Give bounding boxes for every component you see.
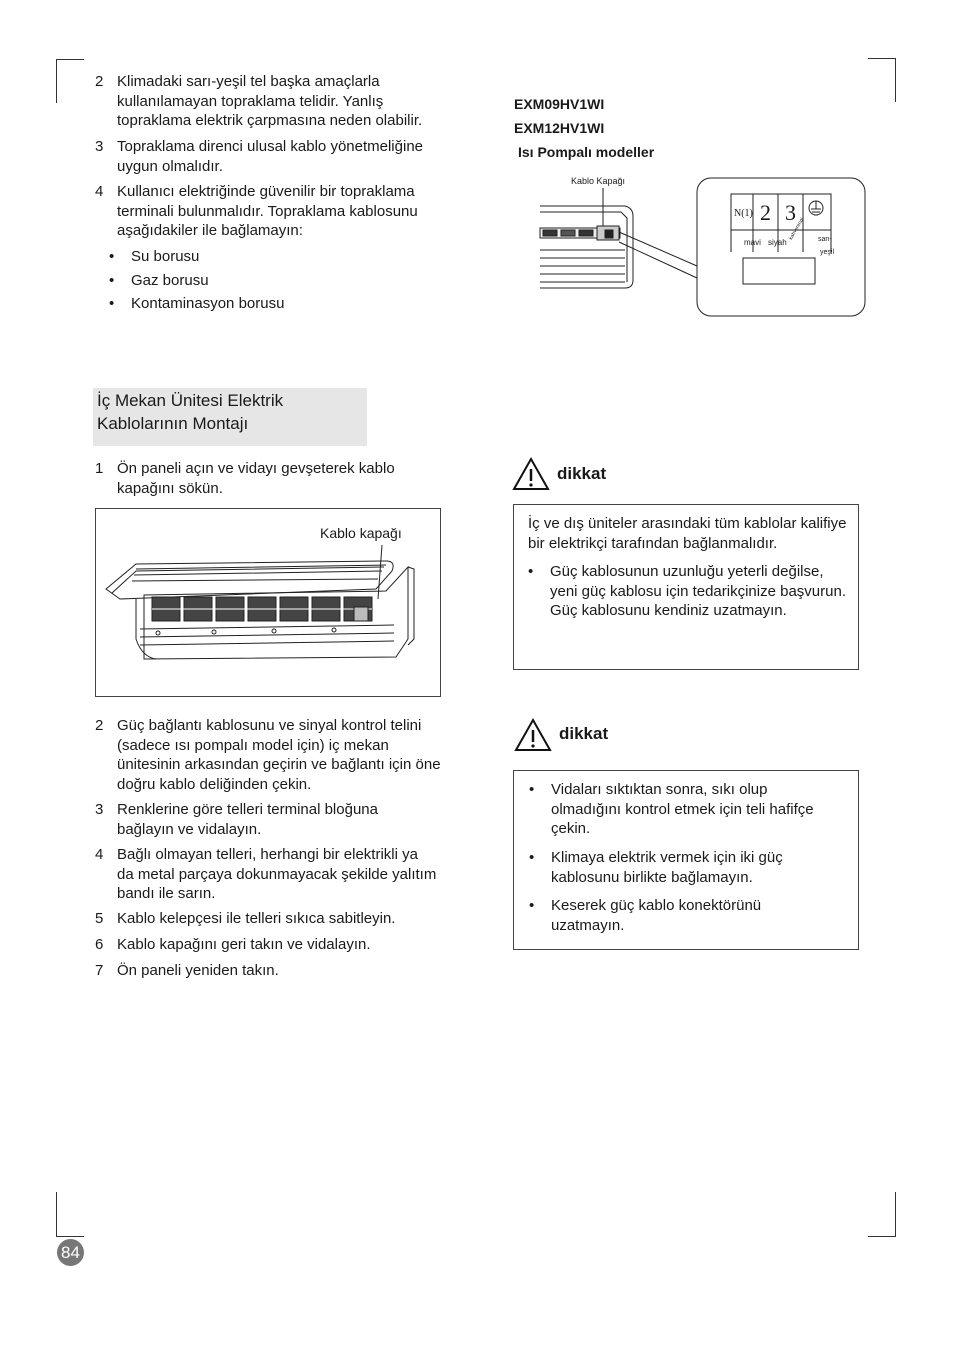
cable-cover-label: Kablo Kapağı [571,176,626,186]
list-text: Kablo kelepçesi ile telleri sıkıca sabitleyin. [117,910,396,927]
bullet-item: • Kontaminasyon borusu [109,295,285,312]
terminal-label: 2 [760,200,771,225]
caution-box [513,504,859,670]
caution-title: dikkat [559,724,609,743]
crop-mark [56,1192,57,1236]
bullet-item: • Su borusu [109,248,200,265]
list-number: 3 [95,138,104,155]
list-text: Ön paneli yeniden takın. [117,962,279,979]
list-number: 2 [95,717,104,734]
crop-mark [56,59,57,103]
grounding-list [95,72,455,252]
bullet-text: Gaz borusu [131,272,209,289]
bullet-item: • Klimaya elektrik vermek için iki güç kablosunu birlikte bağlamayın. [529,848,849,888]
caution-title: dikkat [557,464,607,483]
list-number: 3 [95,801,104,818]
bullet-item: • Keserek güç kablo konektörünü uzatmayın. [529,896,849,936]
wire-label-yellow: sarı- [818,236,832,243]
list-number: 4 [95,846,104,863]
indoor-unit-sketch [535,170,870,320]
bullet-text: Vidaları sıktıktan sonra, sıkı olup olmadığını kontrol etmek için teli hafifçe çekin. [551,781,814,837]
list-number: 5 [95,910,104,927]
crop-mark [56,59,84,60]
terminal-label: 3 [785,200,796,225]
list-number: 1 [95,460,104,477]
list-number: 7 [95,962,104,979]
bullet-text: Kontaminasyon borusu [131,295,285,312]
list-number: 2 [95,73,104,90]
crop-mark [868,1236,896,1237]
model-name: EXM09HV1WI [514,96,605,112]
model-name: EXM12HV1WI [514,120,605,136]
terminal-label: N(1) [734,208,753,219]
bullet-item: • Vidaları sıktıktan sonra, sıkı olup olmadığını kontrol etmek için teli hafifçe çekin. [529,780,849,840]
page-number-badge [57,1239,84,1266]
caution-box [513,770,859,950]
section-title-line: İç Mekan Ünitesi Elektrik [97,391,284,410]
page-number: 84 [61,1243,80,1262]
wire-label-blue: mavi [744,238,761,247]
list-text: Bağlı olmayan telleri, herhangi bir elektrikli ya da metal parçaya dokunmayacak şekilde yalıtım bandı ile sarın. [117,846,437,902]
indoor-unit-drawing [96,509,440,696]
list-number: 4 [95,183,104,200]
bullet-item: • Gaz borusu [109,272,209,289]
step-list [95,716,455,986]
crop-mark [895,58,896,102]
wiring-diagram [535,170,870,320]
bullet-text: Klimaya elektrik vermek için iki güç kablosunu birlikte bağlamayın. [551,849,783,886]
warning-triangle-icon [514,717,552,753]
bullet-text: Güç kablosunun uzunluğu yeterli değilse, yeni güç kablosu için tedarikçinize başvurun. Güç kablosunu kendiniz uzatmayın. [550,563,846,619]
list-text: Topraklama direnci ulusal kablo yönetmeliğine uygun olmalıdır. [117,138,423,175]
cable-cover-label: Kablo kapağı [320,525,402,541]
heat-pump-label: Isı Pompalı modeller [518,144,655,160]
bullet-item: • Güç kablosunun uzunluğu yeterli değilse, yeni güç kablosu için tedarikçinize başvurun. Güç kablosunu kendiniz uzatmayın. [528,563,846,619]
section-title-line: Kablolarının Montajı [97,414,249,433]
section-header [93,388,367,446]
list-text: Kullanıcı elektriğinde güvenilir bir topraklama terminali bulunmalıdır. Topraklama kablosunu aşağıdakiler ile bağlamayın: [117,183,418,239]
crop-mark [895,1192,896,1237]
wire-label-black: siyah [768,238,787,247]
step-list [95,459,455,499]
list-text: Ön paneli açın ve vidayı gevşeterek kablo kapağını sökün. [117,460,395,497]
figure-box [95,508,441,697]
list-text: Güç bağlantı kablosunu ve sinyal kontrol telini (sadece ısı pompalı model için) iç mekan ünitesinin arkasından geçirin ve bağlantı için öne doğru kablo deliğinden çekin. [117,717,441,793]
caution-intro: İç ve dış üniteler arasındaki tüm kablolar kalifiye bir elektrikçi tarafından bağlanmalıdır. [528,515,847,552]
bullet-text: Su borusu [131,248,200,265]
list-text: Renklerine göre telleri terminal bloğuna bağlayın ve vidalayın. [117,801,378,838]
wire-label-green: yeşil [820,249,835,256]
list-text: Kablo kapağını geri takın ve vidalayın. [117,936,371,953]
list-number: 6 [95,936,104,953]
crop-mark [868,58,896,59]
list-text: Klimadaki sarı-yeşil tel başka amaçlarla kullanılamayan topraklama telidir. Yanlış topraklama elektrik çarpmasına neden olabilir. [117,73,423,129]
bullet-text: Keserek güç kablo konektörünü uzatmayın. [551,897,762,934]
crop-mark [56,1236,84,1237]
warning-triangle-icon [512,456,550,492]
wire-label-brown: kahverengi [788,216,806,241]
